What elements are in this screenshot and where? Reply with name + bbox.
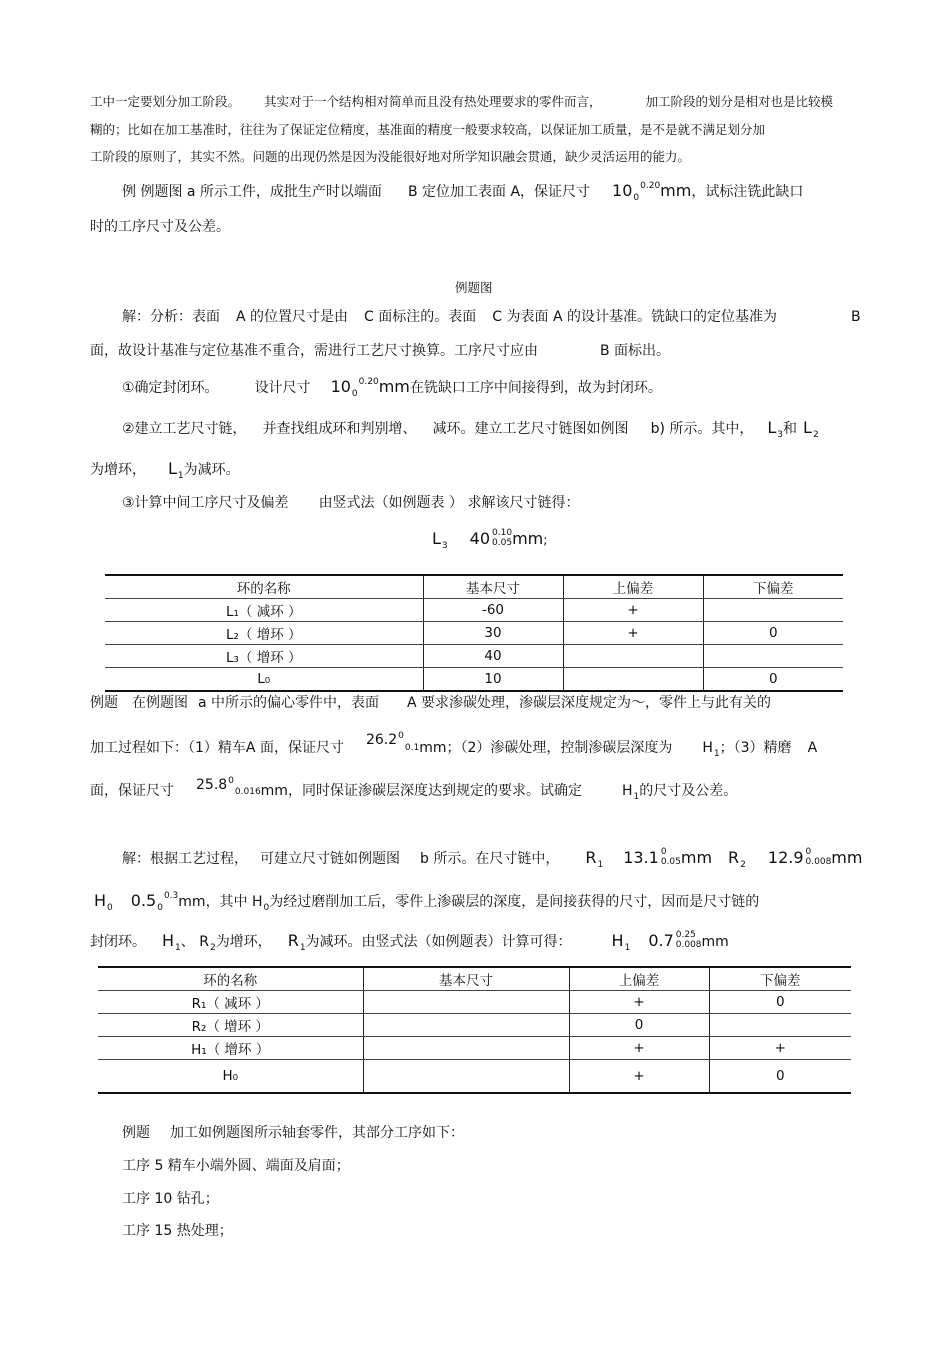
- table1-cell: +: [563, 599, 703, 622]
- ex3-l1b: 加工如例题图所示轴套零件，其部分工序如下：: [170, 1125, 464, 1141]
- ex1-text-b: B 定位加工表面 A，保证尺寸: [407, 184, 591, 200]
- sol1-res-L: L: [432, 529, 441, 548]
- ex3-line1: [122, 1124, 464, 1142]
- table2-cell: [363, 1014, 569, 1037]
- ex2-d2-unit: mm: [260, 783, 288, 799]
- sol2-l3e: R: [287, 931, 299, 950]
- ex2-l2e: ；（3）精磨: [719, 740, 792, 756]
- sol2-res-tolerance: [676, 930, 702, 950]
- sol2-l3c-sub: 2: [209, 943, 216, 953]
- ex2-l3b: ，同时保证渗碳层深度达到规定的要求。试确定: [287, 783, 582, 799]
- sol1-step1: [122, 378, 662, 399]
- sol2-H0: H: [94, 891, 107, 910]
- para1-line1-c: 加工阶段的划分是相对也是比较模: [645, 94, 834, 109]
- sol2-H0-unit: mm: [178, 894, 206, 910]
- table-row: [98, 1060, 851, 1094]
- sol1-s2a: ②建立工艺尺寸链，: [122, 421, 247, 437]
- sol2-R2-base: 12.9: [767, 848, 804, 867]
- sol2-l2b-sub: 0: [263, 903, 270, 913]
- sol2-res-low: 0.008: [675, 940, 702, 950]
- para1-line2: 糊的；比如在加工基准时，往往为了保证定位精度，基准面的精度一般要求较高，以保证加工质量，是不是就不满足划分加: [90, 122, 766, 137]
- sol1-s2d: b) 所示。其中，: [650, 421, 754, 437]
- sol1-step3: [122, 494, 579, 512]
- sol1-s1-sup: 0.20: [358, 377, 379, 387]
- table1-header: 基本尺寸: [423, 575, 563, 599]
- sol1-s2f: 为减环。: [183, 462, 240, 478]
- sol2-l3c: 、 R: [180, 934, 209, 950]
- para1-line1: [90, 93, 833, 111]
- table1-header: 环的名称: [105, 575, 423, 599]
- sol2-l3b: H: [162, 931, 175, 950]
- sol1-res-L-sub: 3: [441, 541, 448, 551]
- sol2-R1-base: 13.1: [623, 848, 659, 867]
- sol2-H0-sub: 0: [107, 903, 113, 913]
- table1-cell: [563, 668, 703, 692]
- ex1-text-a: 例 例题图 a 所示工件，成批生产时以端面: [122, 184, 382, 200]
- sol2-line1: [122, 849, 862, 870]
- sol2-res-H: H: [611, 931, 624, 950]
- sol1-l2b: B 面标出。: [600, 343, 671, 359]
- ex2-l3a: 面，保证尺寸: [90, 783, 174, 799]
- sol1-s2e: 为增环，: [90, 462, 146, 478]
- table1-cell: L₃（ 增环 ）: [105, 645, 423, 668]
- sol2-H0-sup: 0.3: [163, 891, 179, 901]
- table2-cell: 0: [709, 1060, 851, 1094]
- table2-cell: [363, 1037, 569, 1060]
- sol2-R1-sup: 0: [660, 847, 667, 857]
- table2: [98, 966, 851, 1094]
- sol1-res-unit: mm: [512, 529, 544, 548]
- table2-cell: 0: [569, 1014, 709, 1037]
- ex2-l2d-sub: 1: [713, 749, 720, 759]
- sol1-s2c: 减环。建立工艺尺寸链图如例图: [432, 421, 629, 437]
- ex2-l3c-sub: 1: [633, 792, 640, 802]
- table-row: [98, 991, 851, 1014]
- ex2-l2f: A: [807, 740, 818, 756]
- sol2-l2b: ，其中 H: [205, 894, 263, 910]
- sol2-R1-sub: 1: [597, 860, 604, 870]
- sol1-s1b: 设计尺寸: [254, 380, 311, 396]
- table1-cell: 30: [423, 622, 563, 645]
- sol1-l1a: 解：分析：表面: [122, 309, 220, 325]
- table2-cell: 0: [709, 991, 851, 1014]
- sol2-R1-low: 0.05: [660, 857, 681, 867]
- para1-line3: 工阶段的原则了，其实不然。问题的出现仍然是因为没能很好地对所学知识融会贯通，缺少灵活运用的能力。: [90, 149, 691, 164]
- sol2-R2: R: [728, 848, 740, 867]
- table2-header: 上偏差: [569, 967, 709, 991]
- table1-cell: 0: [703, 668, 843, 692]
- table1-cell: 0: [703, 622, 843, 645]
- ex2-d1-sub: 0.1: [404, 743, 420, 753]
- sol1-step2-cont: [90, 460, 240, 481]
- table2-header: 环的名称: [98, 967, 363, 991]
- table1-cell: 10: [423, 668, 563, 692]
- sol2-res-base: 0.7: [648, 931, 674, 950]
- table-row: [105, 645, 843, 668]
- sol1-res-base: 40: [469, 529, 491, 548]
- sol1-s3b: 由竖式法（如例题表 ） 求解该尺寸链得：: [318, 495, 580, 511]
- sol2-R2-unit: mm: [831, 848, 863, 867]
- sol1-s1c: 在铣缺口工序中间接得到，故为封闭环。: [409, 380, 662, 396]
- ex2-l2a: 加工过程如下：（1）精车: [90, 740, 246, 756]
- sol1-line1: [122, 308, 777, 326]
- table2-cell: +: [569, 1037, 709, 1060]
- table1-cell: [563, 645, 703, 668]
- para1-line1-a: 工中一定要划分加工阶段。: [90, 94, 241, 109]
- sol1-L2: L: [803, 418, 812, 437]
- sol1-s1a: ①确定封闭环。: [122, 380, 219, 396]
- sol1-L1-sub: 1: [177, 471, 184, 481]
- table2-header: 下偏差: [709, 967, 851, 991]
- sol2-l3f: 为减环。由竖式法（如例题表）计算可得：: [305, 934, 572, 950]
- sol2-l3d: 为增环，: [215, 934, 272, 950]
- sol2-H0-base: 0.5: [130, 891, 157, 910]
- table-row: [105, 599, 843, 622]
- sol1-L3: L: [767, 418, 777, 437]
- ex2-line3: [90, 776, 738, 802]
- table1-cell: +: [563, 622, 703, 645]
- sol1-L1: L: [168, 459, 177, 478]
- sol2-l2c: 为经过磨削加工后，零件上渗碳层的深度，是间接获得的尺寸，因而是尺寸链的: [269, 894, 760, 910]
- table1-cell: L₀: [105, 668, 423, 692]
- sol1-l2a: 面，故设计基准与定位基准不重合，需进行工艺尺寸换算。工序尺寸应由: [90, 343, 538, 359]
- sol2-R1-tolerance: [661, 847, 681, 867]
- sol2-line2: [94, 892, 759, 913]
- table1-cell: L₂（ 增环 ）: [105, 622, 423, 645]
- sol1-line2: [90, 342, 670, 360]
- table1-cell: -60: [423, 599, 563, 622]
- ex2-d1-sup: 0: [398, 731, 404, 741]
- ex3-process-15: 工序 15 热处理；: [122, 1223, 233, 1239]
- table1-header-row: [105, 575, 843, 599]
- sol1-res-tail: ;: [543, 532, 548, 547]
- table1-header: 上偏差: [563, 575, 703, 599]
- ex2-l2c: ；（2）渗碳处理，控制渗碳层深度为: [446, 740, 673, 756]
- ex3-l1a: 例题: [122, 1125, 150, 1141]
- sol2-l1a: 解：根据工艺过程，: [122, 851, 248, 867]
- sol2-l3e-sub: 1: [299, 943, 306, 953]
- sol1-res-tolerance: [492, 528, 512, 548]
- table1-cell: [703, 645, 843, 668]
- table2-cell: +: [569, 1060, 709, 1094]
- table2-cell: H₁（ 增环 ）: [98, 1037, 363, 1060]
- table2-cell: H₀: [98, 1060, 363, 1094]
- ex2-d1-unit: mm: [419, 740, 447, 756]
- sol1-s1-sub: 0: [351, 389, 358, 399]
- table-row: [105, 668, 843, 692]
- ex2-l1a: 例题: [90, 695, 118, 711]
- para1-line1-b: 其实对于一个结构相对简单而且没有热处理要求的零件而言，: [264, 94, 602, 109]
- ex1-dim-base: 10: [612, 181, 633, 200]
- ex1-line2: 时的工序尺寸及公差。: [90, 219, 230, 235]
- table2-header-row: [98, 967, 851, 991]
- table1-header: 下偏差: [703, 575, 843, 599]
- sol1-l1b: A 的位置尺寸是由: [236, 309, 349, 325]
- ex2-l1b: 在例题图: [132, 695, 188, 711]
- sol1-result: [432, 530, 547, 551]
- table2-cell: +: [709, 1037, 851, 1060]
- table-row: [98, 1037, 851, 1060]
- table-row: [98, 1014, 851, 1037]
- ex1-line1: [122, 182, 803, 203]
- sol1-and: 和: [783, 421, 798, 437]
- sol2-R2-low: 0.008: [805, 857, 832, 867]
- ex2-l1d: A 要求渗碳处理，渗碳层深度规定为～，零件上与此有关的: [407, 695, 772, 711]
- ex2-d2-base: 25.8: [196, 777, 228, 793]
- ex2-l3c: H: [621, 783, 633, 799]
- sol2-R2-sub: 2: [740, 860, 746, 870]
- ex2-l1c: a 中所示的偏心零件中，表面: [198, 695, 380, 711]
- table-row: [105, 622, 843, 645]
- sol1-L3-sub: 3: [777, 430, 784, 440]
- sol1-s1-base: 10: [330, 377, 351, 396]
- sol1-s1-unit: mm: [378, 377, 410, 396]
- ex1-unit: mm: [660, 181, 692, 200]
- sol2-l3b-sub: 1: [175, 943, 181, 953]
- ex1-dim-sup: 0.20: [640, 181, 661, 191]
- ex2-d2-sup: 0: [228, 776, 234, 786]
- sol2-l1c: b 所示。在尺寸链中，: [420, 851, 560, 867]
- ex2-line1: [90, 694, 771, 712]
- ex2-line2: [90, 731, 818, 759]
- sol1-l1c: C 面标注的。表面: [364, 309, 477, 325]
- table1-cell: [703, 599, 843, 622]
- table2-cell: +: [569, 991, 709, 1014]
- table1-cell: 40: [423, 645, 563, 668]
- sol2-res-H-sub: 1: [624, 943, 631, 953]
- ex1-text-c: ，试标注铣此缺口: [691, 184, 804, 200]
- sol2-line3: [90, 932, 729, 953]
- ex1-figure-caption: 例题图: [455, 280, 493, 295]
- table2-cell: R₁（ 减环 ）: [98, 991, 363, 1014]
- sol1-res-low: 0.05: [492, 538, 513, 548]
- sol1-res-up: 0.10: [492, 528, 513, 538]
- sol1-s2b: 并查找组成环和判别增、: [262, 421, 417, 437]
- sol2-R1: R: [585, 848, 597, 867]
- ex2-d1-base: 26.2: [365, 732, 398, 748]
- sol1-L2-sub: 2: [812, 430, 819, 440]
- ex3-process-5: 工序 5 精车小端外圆、端面及肩面；: [122, 1158, 350, 1174]
- sol2-R2-sup: 0: [805, 847, 812, 857]
- table1: [105, 574, 843, 692]
- sol2-res-up: 0.25: [675, 930, 696, 940]
- table2-cell: R₂（ 增环 ）: [98, 1014, 363, 1037]
- sol1-step2: [122, 419, 819, 440]
- table2-header: 基本尺寸: [363, 967, 569, 991]
- ex2-l3d: 的尺寸及公差。: [639, 783, 738, 799]
- table2-cell: [363, 991, 569, 1014]
- table2-cell: [363, 1060, 569, 1094]
- sol1-l1e: B: [851, 309, 861, 325]
- sol2-l1b: 可建立尺寸链如例题图: [260, 851, 400, 867]
- ex2-l2b: A 面，保证尺寸: [245, 740, 344, 756]
- ex1-dim-sub: 0: [633, 193, 640, 203]
- sol1-l1d: C 为表面 A 的设计基准。铣缺口的定位基准为: [492, 309, 777, 325]
- ex2-d2-sub: 0.016: [234, 787, 261, 797]
- sol1-s3a: ③计算中间工序尺寸及偏差: [122, 495, 289, 511]
- sol2-R2-tolerance: [806, 847, 832, 867]
- ex2-l2d: H: [702, 740, 713, 756]
- table1-cell: L₁（ 减环 ）: [105, 599, 423, 622]
- sol2-R1-unit: mm: [680, 848, 713, 867]
- sol2-l3a: 封闭环。: [90, 934, 146, 950]
- ex3-process-10: 工序 10 钻孔；: [122, 1191, 219, 1207]
- sol2-res-unit: mm: [701, 934, 729, 950]
- sol2-H0-sub2: 0: [157, 903, 163, 913]
- table2-cell: [709, 1014, 851, 1037]
